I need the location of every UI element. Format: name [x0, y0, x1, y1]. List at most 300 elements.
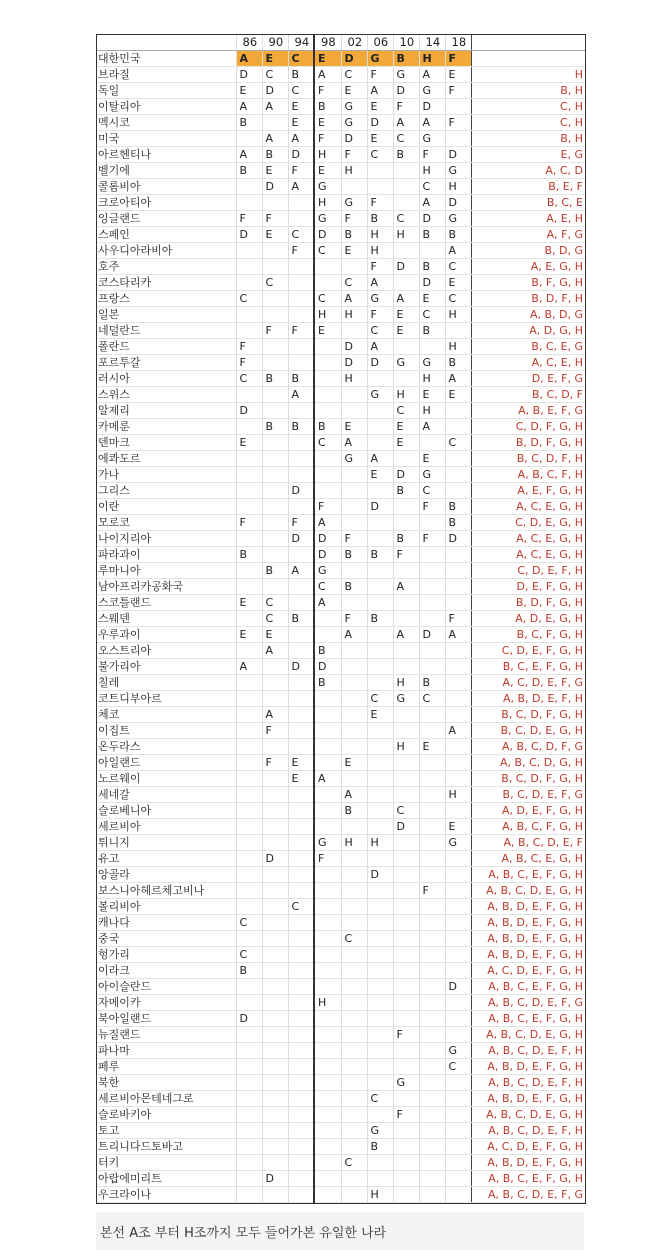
missing-groups-cell: B, H [471, 83, 585, 99]
group-cell [367, 531, 393, 547]
group-cell [236, 691, 262, 707]
group-cell [393, 243, 419, 259]
group-cell [419, 707, 445, 723]
table-row [97, 1043, 585, 1059]
table-row [97, 547, 585, 563]
group-cell: E [367, 131, 393, 147]
group-cell [262, 1043, 288, 1059]
country-cell: 알제리 [97, 403, 236, 419]
group-cell [367, 1027, 393, 1043]
group-cell [262, 483, 288, 499]
group-cell: B [288, 67, 314, 83]
group-cell: D [445, 979, 471, 995]
group-cell: D [341, 339, 367, 355]
group-cell: C [236, 291, 262, 307]
group-cell [419, 1123, 445, 1139]
group-cell: E [236, 627, 262, 643]
group-cell: E [288, 99, 314, 115]
group-cell [236, 723, 262, 739]
group-cell [236, 787, 262, 803]
group-cell: A [288, 387, 314, 403]
group-cell: A [341, 435, 367, 451]
group-cell [236, 563, 262, 579]
group-cell [341, 899, 367, 915]
group-cell: G [341, 195, 367, 211]
group-cell [445, 803, 471, 819]
group-cell [262, 403, 288, 419]
group-cell: C [262, 67, 288, 83]
group-cell [341, 691, 367, 707]
group-cell [288, 723, 314, 739]
table-row [97, 931, 585, 947]
group-cell [288, 403, 314, 419]
group-cell [445, 771, 471, 787]
group-cell [262, 515, 288, 531]
country-cell: 터키 [97, 1155, 236, 1171]
country-cell: 이라크 [97, 963, 236, 979]
group-cell [236, 803, 262, 819]
group-cell [445, 963, 471, 979]
group-cell: F [236, 355, 262, 371]
table-row [97, 739, 585, 755]
group-cell [314, 803, 341, 819]
group-cell [367, 995, 393, 1011]
group-cell [262, 531, 288, 547]
group-cell [445, 1107, 471, 1123]
group-cell: C [288, 51, 314, 67]
group-cell [236, 419, 262, 435]
group-cell: G [314, 835, 341, 851]
table-row [97, 915, 585, 931]
group-cell [314, 387, 341, 403]
missing-groups-cell: C, H [471, 99, 585, 115]
group-cell [419, 1059, 445, 1075]
group-cell [236, 851, 262, 867]
group-cell: A [445, 627, 471, 643]
group-cell: D [288, 483, 314, 499]
group-cell [236, 1187, 262, 1203]
country-cell: 세르비아 [97, 819, 236, 835]
group-cell [393, 979, 419, 995]
group-cell: D [262, 851, 288, 867]
group-cell [288, 291, 314, 307]
group-cell: C [314, 579, 341, 595]
group-cell: H [393, 675, 419, 691]
group-cell: E [419, 387, 445, 403]
country-cell: 일본 [97, 307, 236, 323]
group-cell: E [262, 227, 288, 243]
missing-groups-cell: A, B, C, D, E, G, H [471, 1107, 585, 1123]
group-cell [419, 547, 445, 563]
group-cell [341, 595, 367, 611]
group-cell: B [367, 547, 393, 563]
group-cell [367, 947, 393, 963]
group-cell: D [419, 99, 445, 115]
group-cell [288, 931, 314, 947]
group-cell [341, 659, 367, 675]
group-cell [341, 563, 367, 579]
group-cell: E [236, 435, 262, 451]
group-cell: A [236, 147, 262, 163]
group-cell: H [419, 163, 445, 179]
group-cell [445, 467, 471, 483]
country-cell: 우크라이나 [97, 1187, 236, 1203]
group-cell: E [367, 99, 393, 115]
group-cell [341, 1171, 367, 1187]
group-cell [341, 1139, 367, 1155]
group-cell: C [314, 243, 341, 259]
country-cell: 남아프리카공화국 [97, 579, 236, 595]
missing-groups-cell: A, B, D, E, F, G, H [471, 1155, 585, 1171]
table-row [97, 515, 585, 531]
group-cell: A [341, 787, 367, 803]
group-cell [341, 915, 367, 931]
group-cell [288, 1123, 314, 1139]
country-cell: 세르비아몬테네그로 [97, 1091, 236, 1107]
table-row [97, 307, 585, 323]
table-row [97, 355, 585, 371]
group-cell: D [236, 67, 262, 83]
group-cell: H [367, 227, 393, 243]
missing-groups-cell: A, B, C, D, E, F, H [471, 1123, 585, 1139]
group-cell: C [445, 291, 471, 307]
group-cell: C [262, 595, 288, 611]
table-row [97, 787, 585, 803]
group-cell [262, 1059, 288, 1075]
table-row [97, 579, 585, 595]
group-cell [288, 803, 314, 819]
missing-groups-cell: A, E, G, H [471, 259, 585, 275]
group-cell: B [262, 147, 288, 163]
group-cell: G [393, 691, 419, 707]
group-cell [367, 163, 393, 179]
group-cell: G [393, 1075, 419, 1091]
group-cell: E [314, 163, 341, 179]
group-cell: C [236, 371, 262, 387]
group-cell: F [445, 51, 471, 67]
group-cell: H [314, 195, 341, 211]
group-cell [341, 947, 367, 963]
group-cell [262, 1091, 288, 1107]
group-cell: E [314, 115, 341, 131]
country-cell: 코트디부아르 [97, 691, 236, 707]
group-cell: B [262, 563, 288, 579]
group-cell [367, 819, 393, 835]
group-cell [262, 579, 288, 595]
country-cell: 토고 [97, 1123, 236, 1139]
group-cell: D [314, 227, 341, 243]
group-cell [445, 643, 471, 659]
country-cell: 헝가리 [97, 947, 236, 963]
group-cell: D [367, 499, 393, 515]
group-cell: D [341, 355, 367, 371]
missing-groups-cell: A, B, D, E, F, G, H [471, 1091, 585, 1107]
group-cell [393, 947, 419, 963]
missing-groups-cell: B, D, F, G, H [471, 435, 585, 451]
group-cell [288, 883, 314, 899]
group-cell: D [236, 403, 262, 419]
header-year: 90 [262, 35, 288, 51]
group-cell [314, 1011, 341, 1027]
group-cell [445, 1011, 471, 1027]
group-cell: E [314, 323, 341, 339]
group-cell: B [262, 419, 288, 435]
group-cell: B [314, 675, 341, 691]
group-cell: G [341, 451, 367, 467]
missing-groups-cell: C, H [471, 115, 585, 131]
group-cell [314, 707, 341, 723]
group-cell [419, 915, 445, 931]
group-cell: E [445, 67, 471, 83]
group-cell: F [288, 163, 314, 179]
group-cell [236, 707, 262, 723]
group-cell [393, 1187, 419, 1203]
group-cell [236, 307, 262, 323]
group-cell [341, 1059, 367, 1075]
missing-groups-cell: A, C, E, H [471, 355, 585, 371]
country-cell: 중국 [97, 931, 236, 947]
group-cell: A [314, 515, 341, 531]
group-cell: B [419, 227, 445, 243]
country-cell: 트리니다드토바고 [97, 1139, 236, 1155]
group-cell [314, 979, 341, 995]
header-year: 14 [419, 35, 445, 51]
group-cell [419, 243, 445, 259]
group-cell: C [393, 403, 419, 419]
group-cell [393, 1059, 419, 1075]
header-row [97, 35, 585, 51]
group-cell: C [341, 275, 367, 291]
group-cell: E [288, 115, 314, 131]
country-cell: 네덜란드 [97, 323, 236, 339]
country-cell: 모로코 [97, 515, 236, 531]
group-cell [262, 451, 288, 467]
group-cell [367, 739, 393, 755]
table-row [97, 723, 585, 739]
header-year: 18 [445, 35, 471, 51]
group-cell [314, 627, 341, 643]
country-cell: 잉글랜드 [97, 211, 236, 227]
group-cell: A [393, 115, 419, 131]
group-cell [445, 739, 471, 755]
group-cell [367, 1075, 393, 1091]
group-cell: E [236, 83, 262, 99]
header-missing [471, 35, 585, 51]
group-cell: C [262, 275, 288, 291]
group-cell: H [341, 307, 367, 323]
group-cell: H [445, 307, 471, 323]
group-cell: G [445, 835, 471, 851]
group-cell [367, 899, 393, 915]
group-cell [288, 1043, 314, 1059]
group-cell [288, 835, 314, 851]
group-cell: A [262, 643, 288, 659]
group-cell [445, 1091, 471, 1107]
table-row [97, 755, 585, 771]
group-cell [314, 1107, 341, 1123]
group-cell [262, 1139, 288, 1155]
group-cell: G [393, 67, 419, 83]
group-cell [236, 131, 262, 147]
missing-groups-cell: A, B, C, D, F, G [471, 739, 585, 755]
missing-groups-cell [471, 51, 585, 67]
group-cell [314, 963, 341, 979]
country-cell: 러시아 [97, 371, 236, 387]
group-cell [288, 1027, 314, 1043]
group-cell: G [445, 211, 471, 227]
group-cell: C [393, 131, 419, 147]
group-cell [445, 707, 471, 723]
group-cell [288, 675, 314, 691]
group-cell: A [445, 243, 471, 259]
group-cell [288, 707, 314, 723]
group-cell [419, 803, 445, 819]
table-row [97, 499, 585, 515]
group-cell [341, 467, 367, 483]
table-row [97, 195, 585, 211]
country-cell: 그리스 [97, 483, 236, 499]
group-cell [314, 931, 341, 947]
group-cell [236, 483, 262, 499]
group-cell [445, 403, 471, 419]
group-cell: F [393, 1027, 419, 1043]
group-cell [341, 819, 367, 835]
country-cell: 파나마 [97, 1043, 236, 1059]
group-cell [288, 867, 314, 883]
group-cell [393, 563, 419, 579]
table-row [97, 147, 585, 163]
missing-groups-cell: A, D, G, H [471, 323, 585, 339]
group-cell [419, 659, 445, 675]
group-cell: C [262, 611, 288, 627]
group-cell [262, 867, 288, 883]
table-row [97, 291, 585, 307]
group-cell [341, 979, 367, 995]
group-cell: B [236, 963, 262, 979]
group-cell [445, 691, 471, 707]
group-cell: E [236, 595, 262, 611]
group-cell [314, 1075, 341, 1091]
group-cell: F [393, 1107, 419, 1123]
group-cell [236, 259, 262, 275]
group-cell [367, 1107, 393, 1123]
group-cell [288, 211, 314, 227]
group-cell [419, 435, 445, 451]
table-row [97, 451, 585, 467]
group-cell [341, 851, 367, 867]
group-cell: D [419, 211, 445, 227]
group-cell: B [314, 419, 341, 435]
group-cell [288, 627, 314, 643]
group-cell: A [367, 451, 393, 467]
missing-groups-cell: A, C, D [471, 163, 585, 179]
country-cell: 이탈리아 [97, 99, 236, 115]
group-cell [236, 1139, 262, 1155]
group-cell [367, 883, 393, 899]
group-cell: G [367, 51, 393, 67]
group-cell [262, 547, 288, 563]
group-cell [288, 787, 314, 803]
group-cell: F [367, 259, 393, 275]
table-row [97, 659, 585, 675]
group-cell [367, 723, 393, 739]
group-cell [367, 851, 393, 867]
group-cell [288, 1107, 314, 1123]
group-cell [367, 1043, 393, 1059]
table-row [97, 339, 585, 355]
group-cell [236, 1091, 262, 1107]
group-cell [314, 1187, 341, 1203]
group-cell: G [367, 387, 393, 403]
group-cell [419, 611, 445, 627]
country-cell: 불가리아 [97, 659, 236, 675]
group-cell: A [367, 275, 393, 291]
group-cell [262, 819, 288, 835]
group-cell: E [262, 627, 288, 643]
group-cell: A [445, 723, 471, 739]
group-cell [367, 403, 393, 419]
group-cell [314, 819, 341, 835]
group-cell [445, 99, 471, 115]
table-row [97, 867, 585, 883]
spreadsheet-table [96, 34, 586, 1204]
missing-groups-cell: A, B, E, F, G [471, 403, 585, 419]
group-cell: D [236, 227, 262, 243]
group-cell: E [314, 51, 341, 67]
group-cell [367, 563, 393, 579]
group-cell [288, 547, 314, 563]
group-cell: E [393, 419, 419, 435]
group-cell [393, 1171, 419, 1187]
group-cell: B [341, 803, 367, 819]
group-cell: C [393, 211, 419, 227]
group-cell: F [236, 339, 262, 355]
group-cell [288, 1187, 314, 1203]
group-cell [236, 1059, 262, 1075]
group-cell: A [262, 131, 288, 147]
group-cell: H [393, 739, 419, 755]
table-row [97, 691, 585, 707]
group-cell: D [367, 867, 393, 883]
country-cell: 카메룬 [97, 419, 236, 435]
group-cell [288, 1011, 314, 1027]
group-cell: D [367, 355, 393, 371]
group-cell [236, 611, 262, 627]
group-cell [367, 1171, 393, 1187]
group-cell [236, 1171, 262, 1187]
group-cell: D [419, 627, 445, 643]
missing-groups-cell: B, H [471, 131, 585, 147]
table-row [97, 83, 585, 99]
group-cell [367, 979, 393, 995]
group-cell [393, 723, 419, 739]
country-cell: 유고 [97, 851, 236, 867]
table-row [97, 403, 585, 419]
country-cell: 세네갈 [97, 787, 236, 803]
group-cell [393, 1011, 419, 1027]
group-cell: D [445, 531, 471, 547]
table-row [97, 771, 585, 787]
group-cell: B [236, 547, 262, 563]
group-cell: B [445, 499, 471, 515]
group-cell [393, 643, 419, 659]
group-cell [262, 931, 288, 947]
group-cell: H [341, 163, 367, 179]
group-cell [393, 1043, 419, 1059]
group-cell: C [288, 899, 314, 915]
group-cell [341, 963, 367, 979]
group-cell [288, 435, 314, 451]
